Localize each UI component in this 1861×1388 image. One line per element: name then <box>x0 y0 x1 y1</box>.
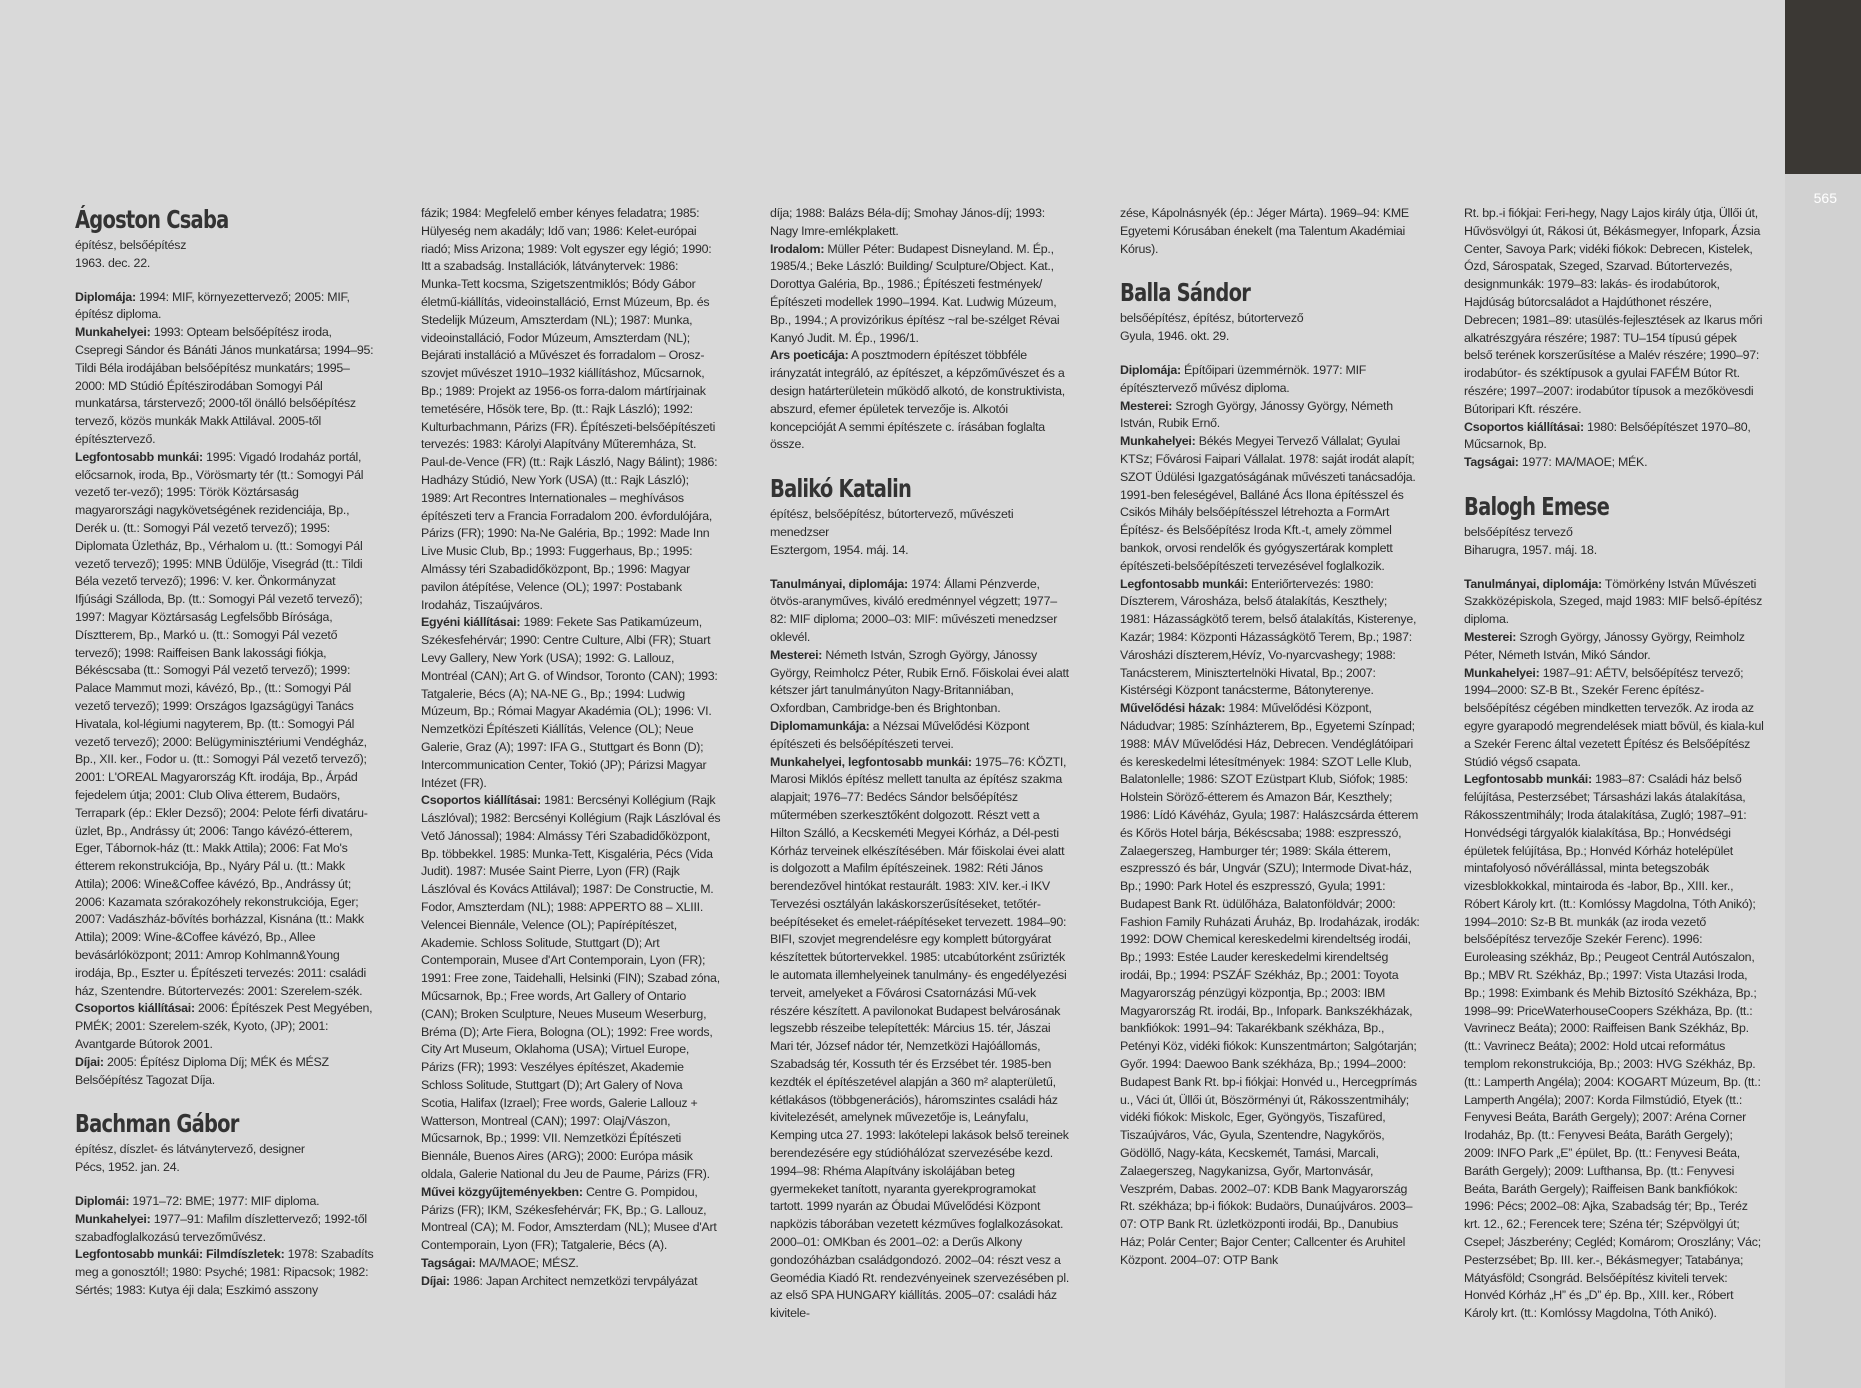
entry-profession: építész, belsőépítész, bútortervező, művészeti menedzser <box>770 507 1014 539</box>
entry-field <box>75 289 375 325</box>
field-label: Tanulmányai, diplomája: <box>1464 576 1602 591</box>
field-text: Építőipari üzemmérnök. 1977: MIF építésztervező művész diploma. <box>1120 362 1367 395</box>
field-text: Szrogh György, Jánossy György, Németh István, Rubik Ernő. <box>1120 398 1393 431</box>
entry-field <box>1120 576 1420 701</box>
entry-field <box>1464 454 1764 472</box>
entry-field <box>421 1255 721 1273</box>
entry-name: Balla Sándor <box>1120 278 1251 308</box>
field-text: 1987–91: AÉTV, belsőépítész tervező; 1994–2000: SZ-B Bt., Szekér Ferenc építész-belsőépítész cégében mindketten tervezők. Az iroda az egyre gyarapodó megrendelések miatt bővül, és kiala-kul a Szekér Ferenc által vezetett Építész és Belsőépítész Stúdió végső csapata. <box>1464 665 1764 769</box>
field-label: Mesterei: <box>770 647 823 662</box>
field-text: 1984: Művelődési Központ, Nádudvar; 1985: Színházterem, Bp., Egyetemi Színpad; 1988: MÁV Művelődési Ház, Debrecen. Vendéglátóipari és kereskedelmi létesítmények: 1984: SZOT Lelle Klub, Balatonlelle; 1986: SZOT Ezüstpart Klub, Siófok; 1985: Holstein Söröző-étterem és Amazon Bár, Keszthely; 1986: Lídó Kávéház, Gyula; 1987: Halászcsárda étterem és Kőrös Hotel bárja, Békéscsaba; 1988: eszpresszó, Zalaegerszeg, Hamburger tér; 1989: Skála étterem, eszpresszó és bár, Ungvár (SZU); Intermode Divat-ház, Bp.; 1990: Park Hotel és eszpresszó, Gyula; 1991: Budapest Bank Rt. üdülőháza, Balatonföldvár; 2000: Fashion Family Ruházati Áruház, Bp. Irodaházak, irodák: 1992: DOW Chemical kereskedelmi kirendeltség irodái, Bp.; 1993: Estée Lauder kereskedelmi kirendeltség irodái, Bp.; 1994: PSZÁF Székház, Bp.; 2001: Toyota Magyarország pénzügyi központja, Bp.; 2003: IBM Magyarország Rt. irodái, Bp., Infopark. Bankszékházak, bankfiókok: 1991–94: Takarékbank székháza, Bp., Petényi Köz, vidéki fiókok: Kunszentmárton; Salgótarján; Győr. 1994: Daewoo Bank székháza, Bp.; 1994–2000: Budapest Bank Rt. bp-i fiókjai: Honvéd u., Hercegprímás u., Váci út, Üllői út, Böszörményi út, Rákosszentmihály; vidéki fiókok: Miskolc, Eger, Gyöngyös, Tiszafüred, Tiszaújváros, Vác, Gyula, Szentendre, Nagykőrös, Gödöllő, Nagy-káta, Kecskemét, Tamási, Marcali, Zalaegerszeg, Nagykanizsa, Győr, Martonvásár, Veszprém, Dabas. 2002–07: KDB Bank Magyarország Rt. székháza; bp-i fiókok: Budaörs, Dunaújváros. 2003–07: OTP Bank Rt. üzletközponti irodái, Bp., Danubius Ház; Polár Center; Bajor Center; Callcenter és Aruhitel Központ. 2004–07: OTP Bank <box>1120 701 1420 1267</box>
field-text: MA/MAOE; MÉSZ. <box>475 1256 579 1271</box>
biography-continuation <box>421 205 721 1291</box>
section-tab <box>1785 0 1861 174</box>
field-text: Enteriőrtervezés: 1980: Díszterem, Városháza, belső átalakítás, Keszthely; 1981: Házasságkötő terem, belső átalakítás, Kisterenye, Kazár; 1984: Központi Házasságkötő Terem, Bp.; 1987: Városházi díszterem,Hévíz, Vo-nyarcvashegy; 1988: Tanácsterem, Minisztertelnöki Hivatal, Bp.; 2007: Kistérségi Központ tanácsterme, Bátonyterenye. <box>1120 576 1417 698</box>
biography-entry <box>770 474 1070 1323</box>
biography-continuation <box>770 205 1070 454</box>
entry-field <box>770 647 1070 718</box>
field-label: Irodalom: <box>770 241 825 256</box>
entry-field <box>1120 433 1420 575</box>
field-label: Tagságai: <box>1464 455 1519 470</box>
entry-field <box>1120 398 1420 434</box>
field-label: Tagságai: <box>421 1256 476 1271</box>
field-text: 1971–72: BME; 1977: MIF diploma. <box>129 1194 320 1209</box>
column-5 <box>1464 205 1764 1343</box>
entry-birth: Esztergom, 1954. máj. 14. <box>770 542 909 557</box>
field-label: Egyéni kiállításai: <box>421 615 521 630</box>
field-label: Munkahelyei, legfontosabb munkái: <box>770 754 972 769</box>
entry-field <box>421 792 721 1184</box>
page-number: 565 <box>1813 190 1837 206</box>
entry-profession: építész, díszlet- és látványtervező, designer <box>75 1142 305 1157</box>
field-text: 1975–76: KÖZTI, Marosi Miklós építész mellett tanulta az építész szakma alapjait; 1976–77: Bedécs Sándor belsőépítész műtermében szerkesztőként dolgozott. Részt vett a Hilton Szálló, a Kecskeméti Megyei Kórház, a Dél-pesti Kórház terveinek elkészítésében. Már főiskolai évei alatt is dolgozott a Mafilm építészeinek. 1982: Réti János berendezővel hintókat restaurált. 1983: XIV. ker.-i IKV Tervezési osztályán lakáskorszerűsítéseket, tetőtér-beépítéseket és emelet-ráépítéseket tervezett. 1984–90: BIFI, szovjet megrendelésre egy komplett bútorgyárat készítettek bútortervekkel. 1985: utcabútorként zsűrizték le automata illemhelyeinek tanulmány- és engedélyezési terveit, amelyeket a Fővárosi Csatornázási Mű-vek részére készített. A pavilonokat Budapest belvárosának legszebb részeibe telepítették: Március 15. tér, Jászai Mari tér, József nádor tér, Nemzetközi Hajóállomás, Szabadság tér, Kossuth tér és Erzsébet tér. 1985-ben kezdték el építészetével alapján a 360 m² alapterületű, kétlakásos (többgenerációs), háromszintes családi ház kivitelezését, amelynek művezetője is, Leányfalu, Kemping utca 27. 1993: lakótelepi lakások belső tereinek berendezésére egy stúdióhálózat szervezésébe kezd. 1994–98: Rhéma Alapítvány iskolájában beteg gyermekeket tanított, nyaranta gyerekprogramokat tartott. 1999 nyarán az Óbudai Művelődési Központ napközis táborában vezetett kézműves foglalkozásokat. 2000–01: OMKban és 2001–02: a Derűs Alkony gondozóházban családgondozó. 2002–04: részt vesz a Geomédia Kiadó Rt. rendezvényeinek szervezésében pl. az első SPA HUNGARY kiállítás. 2005–07: családi ház kivitele- <box>770 754 1070 1321</box>
field-label: Legfontosabb munkái: <box>1464 772 1592 787</box>
entry-field <box>1120 205 1420 258</box>
field-text: 1986: Japan Architect nemzetközi tervpályázat <box>449 1273 698 1288</box>
field-text: 1977: MA/MAOE; MÉK. <box>1518 455 1648 470</box>
field-text: 1995: Vigadó Irodaház portál, előcsarnok, iroda, Bp., Vörösmarty tér (tt.: Somogyi Pál vezető ter-vező); 1995: Török Köztársaság magyarországi nagykövetségének rezidenciája, Bp., Derék u. (tt.: Somogyi Pál vezető tervező); 1995: Diplomata Üzletház, Bp., Vérhalom u. (tt.: Somogyi Pál vezető tervező); 1995: MNB Üdülője, Visegrád (tt.: Tildi Béla vezető tervező); 1996: V. ker. Önkormányzat Ifjúsági Szálloda, Bp. (tt.: Somogyi Pál vezető tervező); 1997: Magyar Köztársaság Legfelsőbb Bírósága, Dísztterem, Bp., Markó u. (tt.: Somogyi Pál vezető tervező); 1998: Raiffeisen Bank lakossági fiókja, Békéscsaba (tt.: Somogyi Pál vezető tervező); 1999: Palace Mammut mozi, kávézó, Bp., (tt.: Somogyi Pál vezető tervező); 1999: Országos Igazságügyi Tanács Hivatala, kol-légiumi nagyterem, Bp. (tt.: Somogyi Pál vezető tervező); 2000: Belügyminisztériumi Vendégház, Bp., XII. ker., Fodor u. (tt.: Somogyi Pál vezető tervező); 2001: L'OREAL Magyarország Kft. irodája, Bp., Árpád fejedelem útja; 2001: Club Oliva étterem, Budaörs, Terrapark (ép.: Ekler Dezső); 2004: Pelote férfi divatáru-üzlet, Bp., Andrássy út; 2006: Tango kávézó-étterem, Eger, Tábornok-ház (tt.: Makk Attila); 2006: Fat Mo's étterem rekonstrukciója, Bp., Nyáry Pál u. (tt.: Makk Attila); 2006: Wine&Coffee kávézó, Bp., Andrássy út; 2006: Kazamata szórakozóhely rekonstrukciója, Eger; 2007: Vadászház-bővítés borházzal, Kisnána (tt.: Makk Attila); 2009: Wine-&Coffee kávézó, Bp., Allee bevásárlóközpont; 2011: Amrop Kohlmann&Young irodája, Bp., Eszter u. Építészeti tervezés: 2011: családi ház, Szentendre. Bútortervezés: 2001: Szerelem-szék. <box>75 449 368 998</box>
entry-field <box>1120 362 1420 398</box>
entry-field <box>770 347 1070 454</box>
entry-profession: belsőépítész, építész, bútortervező <box>1120 311 1304 326</box>
field-label: Csoportos kiállításai: <box>75 1001 195 1016</box>
column-2 <box>421 205 721 1311</box>
field-label: Munkahelyei: <box>75 1211 151 1226</box>
entry-field <box>1464 771 1764 1323</box>
entry-birth: Gyula, 1946. okt. 29. <box>1120 329 1230 344</box>
entry-profession: belsőépítész tervező <box>1464 524 1573 539</box>
entry-field <box>770 241 1070 348</box>
field-label: Tanulmányai, diplomája: <box>770 576 908 591</box>
entry-field <box>75 1054 375 1090</box>
field-label: Munkahelyei: <box>75 325 151 340</box>
field-text: díja; 1988: Balázs Béla-díj; Smohay János-díj; 1993: Nagy Imre-emlékplakett. <box>770 206 1045 238</box>
biography-continuation <box>1120 205 1420 258</box>
entry-field <box>75 1246 375 1299</box>
field-label: Művelődési házak: <box>1120 701 1226 716</box>
field-text: 1978: Szabadíts meg a gonosztól!; 1980: Psyché; 1981: Ripacsok; 1982: Sértés; 1983: Kutya éji dala; Eszkimó asszony <box>75 1247 374 1298</box>
column-4 <box>1120 205 1420 1290</box>
entry-field <box>75 1193 375 1211</box>
biography-continuation <box>1464 205 1764 472</box>
field-text: 1977–91: Mafilm díszlettervező; 1992-től szabadfoglalkozású tervezőművész. <box>75 1211 367 1244</box>
field-text: zése, Kápolnásnyék (ép.: Jéger Márta). 1969–94: KME Egyetemi Kórusában énekelt (ma Talentum Akadémiai Kórus). <box>1120 206 1409 256</box>
entry-birth: Biharugra, 1957. máj. 18. <box>1464 542 1597 557</box>
entry-field <box>770 718 1070 754</box>
field-text: 1993: Opteam belsőépítész iroda, Csepregi Sándor és Bánáti János munkatársa; 1994–95: Tildi Béla irodájában belsőépítész munkatárs; 1995–2000: MD Stúdió Építészirodában Somogyi Pál munkatársa, társtervező; 2000-től önálló belsőépítész tervező, közös munkák Makk Attilával. 2005-től építésztervező. <box>75 325 374 446</box>
entry-field <box>75 449 375 1001</box>
field-text: Németh István, Szrogh György, Jánossy György, Reimholcz Péter, Rubik Ernő. Főiskolai évei alatt kétszer járt tanulmányúton Nagy-Britanniában, Oxfordban, Cambridge-ben és Brightonban. <box>770 647 1069 716</box>
field-label: Diplomái: <box>75 1194 130 1209</box>
entry-field <box>1464 419 1764 455</box>
field-text: Szrogh György, Jánossy György, Reimholz Péter, Németh István, Mikó Sándor. <box>1464 629 1745 662</box>
entry-profession: építész, belsőépítész <box>75 238 187 252</box>
page-edge-band <box>1785 0 1861 1388</box>
field-text: 1981: Bercsényi Kollégium (Rajk Lászlóval); 1982: Bercsényi Kollégium (Rajk Lászlóval és Vető Jánossal); 1984: Almássy Téri Szabadidőközpont, Bp. többekkel. 1985: Munka-Tett, Kisgaléria, Pécs (Vida Judit). 1987: Musée Saint Pierre, Lyon (FR) (Rajk Lászlóval és Kovács Attilával); 1987: De Constructie, M. Fodor, Amszterdam (NL); 1988: APPERTO 88 – XLIII. Velencei Biennále, Velence (OL); Papírépítészet, Akademie. Schloss Solitude, Stuttgart (D); Art Contemporain, Musee d'Art Contemporain, Lyon (FR); 1991: Free zone, Taidehalli, Helsinki (FIN); Szabad zóna, Műcsarnok, Bp.; Free words, Art Gallery of Ontario (CAN); Broken Sculpture, Neues Museum Weserburg, Bréma (D); Arte Fiera, Bologna (OL); 1992: Free words, City Art Museum, Oklahoma (USA); Virtuel Europe, Párizs (FR); 1993: Veszélyes építészet, Akademie Schloss Solitude, Stuttgart (D); Art Galery of Nova Scotia, Halifax (Izrael); Free words, Galerie Lallouz + Watterson, Montreal (CAN); 1997: Olaj/Vászon, Műcsarnok, Bp.; 1999: VII. Nemzetközi Építészeti Biennále, Buenos Aires (ARG); 2000: Európa másik oldala, Galerie National du Jeu de Paume, Párizs (FR). <box>421 793 721 1182</box>
field-text: 1974: Állami Pénzverde, ötvös-aranyműves, kiváló eredménnyel végzett; 1977–82: MIF diploma; 2000–03: MIF: művészeti menedzser oklevél. <box>770 576 1058 644</box>
field-label: Munkahelyei: <box>1120 434 1196 449</box>
entry-field <box>770 576 1070 647</box>
entry-field <box>770 205 1070 241</box>
field-label: Diplomája: <box>75 289 136 304</box>
field-text: A posztmodern építészet többféle irányzatát integráló, az építészet, a képzőművészet és a design határterületein működő alkotó, de konstruktivista, abszurd, efemer épületek tervezője is. Alkotói koncepcióját A semmi építészete c. írásában foglalta össze. <box>770 348 1066 452</box>
field-label: Csoportos kiállításai: <box>1464 419 1584 434</box>
entry-field <box>75 1000 375 1053</box>
entry-field <box>421 1184 721 1255</box>
entry-field <box>75 1211 375 1247</box>
field-text: 2006: Építészek Pest Megyében, PMÉK; 2001: Szerelem-szék, Kyoto, (JP); 2001: Avantgarde Bútorok 2001. <box>75 1001 373 1052</box>
entry-birth: 1963. dec. 22. <box>75 255 151 270</box>
field-label: Munkahelyei: <box>1464 665 1540 680</box>
field-label: Diplomamunkája: <box>770 718 870 733</box>
entry-field <box>421 1273 721 1291</box>
field-label: Művei közgyűjteményekben: <box>421 1184 583 1199</box>
field-label: Diplomája: <box>1120 362 1181 377</box>
field-label: Díjai: <box>75 1054 104 1069</box>
entry-field <box>1464 576 1764 629</box>
field-text: 2005: Építész Diploma Díj; MÉK és MÉSZ Belsőépítész Tagozat Díja. <box>75 1054 329 1087</box>
entry-field <box>1120 700 1420 1270</box>
field-text: fázik; 1984: Megfelelő ember kényes feladatra; 1985: Hülyeség nem akadály; Idő van; 1986: Kelet-európai riadó; Miss Arizona; 1989: Volt egyszer egy légió; 1990: Itt a szabadság. Installációk, látványtervek: 1986: Munka-Tett kocsma, Szigetszentmiklós; Bódy Gábor életmű-kiállítás, videoinstalláció, Ernst Múzeum, Bp. és Stedelijk Múzeum, Amszterdam (NL); 1987: Munka, videoinstalláció, Fodor Múzeum, Amszterdam (NL); Bejárati installáció a Művészet és forradalom – Orosz-szovjet művészet 1910–1932 kiállításhoz, Műcsarnok, Bp.; 1989: Projekt az 1956-os forra-dalom mártírjainak temetésére, Hősök tere, Bp. (tt.: Rajk László); 1992: Kulturbachmann, Párizs (FR). Építészeti-belsőépítészeti tervezés: 1983: Károlyi Alapítvány Műteremháza, St. Paul-de-Vence (FR) (tt.: Rajk László, Nagy Bálint); 1986: Hadházy Stúdió, New York (USA) (tt.: Rajk László); 1989: Art Recontres Internationales – meghívásos építészeti terv a Francia Forradalom 200. évfordulójára, Párizs (FR); 1990: Na-Ne Galéria, Bp.; 1992: Made Inn Live Music Club, Bp.; 1993: Fuggerhaus, Bp.; 1995: Almássy téri Szabadidőközpont, Bp.; 1996: Magyar pavilon átépítése, Velence (OL); 1997: Postabank Irodaház, Tiszaújváros. <box>421 206 718 612</box>
field-label: Legfontosabb munkái: <box>75 449 203 464</box>
field-text: 1989: Fekete Sas Patikamúzeum, Székesfehérvár; 1990: Centre Culture, Albi (FR); Stuart Levy Gallery, New York (USA); 1992: G. Lallouz, Montréal (CAN); Art G. of Windsor, Toronto (CAN); 1993: Tatgalerie, Bécs (A); NA-NE G., Bp.; 1994: Ludwig Múzeum, Bp.; Római Magyar Akadémia (OL); 1996: VI. Nemzetközi Építészeti Kiállítás, Velence (OL); Neue Galerie, Graz (A); 1997: IFA G., Stuttgart és Bonn (D); Intercommunication Center, Tokió (JP); Párizsi Magyar Intézet (FR). <box>421 615 718 790</box>
biography-entry <box>1120 278 1420 1269</box>
field-text: 1980: Belsőépítészet 1970–80, Műcsarnok, Bp. <box>1464 419 1751 452</box>
entry-field <box>1464 665 1764 772</box>
entry-field <box>1464 205 1764 419</box>
entry-name: Balikó Katalin <box>770 474 912 504</box>
biography-entry <box>75 205 375 1089</box>
field-text: 1983–87: Családi ház belső felújítása, Pesterzsébet; Társasházi lakás átalakítása, Rákosszentmihály; Iroda átalakítása, Zugló; 1987–91: Honvédségi tárgyalók kialakítása, Bp.; Honvédségi épületek felújítása, Bp.; Honvéd Kórház hotelépület mintafolyosó nővérállással, minta betegszobák vizesblokkokkal, mintairoda és -labor, Bp., XIII. ker., Róbert Károly krt. (tt.: Komlóssy Magdolna, Tóth Anikó); 1994–2010: Sz-B Bt. munkák (az iroda vezető belsőépítész tervezője Szekér Ferenc). 1996: Euroleasing székház, Bp.; Peugeot Centrál Autószalon, Bp.; MBV Rt. Székház, Bp.; 1997: Vista Utazási Iroda, Bp.; 1998: Eximbank és Mehib Biztosító Székháza, Bp.; 1998–99: PriceWaterhouseCoopers Székháza, Bp. (tt.: Vavrinecz Beáta); 2000: Raiffeisen Bank Székház, Bp. (tt.: Vavrinecz Beáta); 2002: Hold utcai református templom rekonstrukciója, Bp.; 2003: HVG Székház, Bp. (tt.: Lamperth Angéla); 2004: KOGART Múzeum, Bp. (tt.: Lamperth Angéla); 2007: Korda Filmstúdió, Etyek (tt.: Fenyvesi Beáta, Baráth Gergely); 2007: Aréna Corner Irodaház, Bp. (tt.: Fenyvesi Beáta, Baráth Gergely); 2009: INFO Park „E” épület, Bp. (tt.: Fenyvesi Beáta, Baráth Gergely); 2009: Lufthansa, Bp. (tt.: Fenyvesi Beáta, Baráth Gergely); Raiffeisen Bank bankfiókok: 1996: Pécs; 2002–08: Ajka, Szabadság tér; Bp., Teréz krt. 12., 62.; Ferencek tere; Széna tér; Szépvölgyi út; Csepel; Jászberény; Cegléd; Komárom; Oroszlány; Vác; Pesterzsébet; Bp. III. ker.-, Békásmegyer; Tatabánya; Mátyásföld; Csongrád. Belsőépítész kiviteli tervek: Honvéd Kórház „H” és „D” ép. Bp., XIII. ker., Róbert Károly krt. (tt.: Komlóssy Magdolna, Tóth Anikó). <box>1464 772 1761 1321</box>
field-text: Rt. bp.-i fiókjai: Feri-hegy, Nagy Lajos király útja, Üllői út, Hűvösvölgyi út, Rákosi út, Békásmegyer, Infopark, Ázsia Center, Savoya Park; vidéki fiókok: Debrecen, Kistelek, Ózd, Sárospatak, Szeged, Szarvad. Bútortervezés, designmunkák: 1979–83: lakás- és irodabútorok, Hajdúság bútorcsaládot a Hajdúthonet részére, Debrecen; 1981–89: utasülés-fejlesztések az Ikarus mőri alkatrészgyára részére; 1987: TU–154 típusú gépek belső terének korszerűsítése a Malév részére; 1990–97: irodabútor- és széktípusok a gyulai FAFÉM Bútor Rt. részére; 1997–2007: irodabútor típusok a mezőkövesdi Bútoripari Kft. részére. <box>1464 206 1763 416</box>
entry-name: Ágoston Csaba <box>75 205 229 234</box>
entry-field <box>421 614 721 792</box>
biography-entry <box>1464 492 1764 1323</box>
entry-field <box>770 754 1070 1324</box>
entry-name: Balogh Emese <box>1464 491 1610 521</box>
entry-birth: Pécs, 1952. jan. 24. <box>75 1160 180 1175</box>
field-label: Mesterei: <box>1120 398 1173 413</box>
field-label: Legfontosabb munkái: <box>1120 576 1248 591</box>
field-text: Müller Péter: Budapest Disneyland. M. Ép., 1985/4.; Beke László: Building/ Sculpture/Object. Kat., Dorottya Galéria, Bp., 1986.; Építészeti festmények/ Építészeti modellek 1990–1994. Kat. Ludwig Múzeum, Bp., 1994.; A provizórikus építész ~ral be-szélget Révai Kanyó Judit. M. Ép., 1996/1. <box>770 241 1060 345</box>
field-label: Ars poeticája: <box>770 348 849 363</box>
field-label: Csoportos kiállításai: <box>421 793 541 808</box>
field-label: Mesterei: <box>1464 629 1517 644</box>
entry-field <box>75 324 375 449</box>
column-3 <box>770 205 1070 1343</box>
field-text: Centre G. Pompidou, Párizs (FR); IKM, Székesfehérvár; FK, Bp.; G. Lallouz, Montreal (CA); M. Fodor, Amszterdam (NL); Musee d'Art Contemporain, Lyon (FR); Tatgalerie, Bécs (A). <box>421 1184 717 1253</box>
field-text: Tömörkény István Művészeti Szakközépiskola, Szeged, majd 1983: MIF belső-építész diploma. <box>1464 576 1763 627</box>
field-label: Díjai: <box>421 1273 450 1288</box>
field-label: Legfontosabb munkái: Filmdíszletek: <box>75 1247 285 1262</box>
column-1 <box>75 205 375 1320</box>
field-text: a Nézsai Művelődési Központ építészeti és belsőépítészeti tervei. <box>770 718 1030 751</box>
field-text: Békés Megyei Tervező Vállalat; Gyulai KTSz; Fővárosi Faipari Vállalat. 1978: saját irodát alapít; SZOT Üdülési Igazgatóságának művészeti tanácsadója. 1991-ben feleségével, Balláné Ács Ilona építésszel és Csikós Mihály belsőépítésszel létrehozta a FormArt Építész- és Belsőépítész Iroda Kft.-t, amely zömmel bankok, orvosi rendelők és gyógyszertárak komplett építészeti-belsőépítészeti tervezésével foglalkozik. <box>1120 434 1416 573</box>
biography-entry <box>75 1109 375 1299</box>
entry-field <box>421 205 721 614</box>
entry-name: Bachman Gábor <box>75 1109 239 1139</box>
field-text: 1994: MIF, környezettervező; 2005: MIF, építész diploma. <box>75 289 350 322</box>
entry-field <box>1464 629 1764 665</box>
